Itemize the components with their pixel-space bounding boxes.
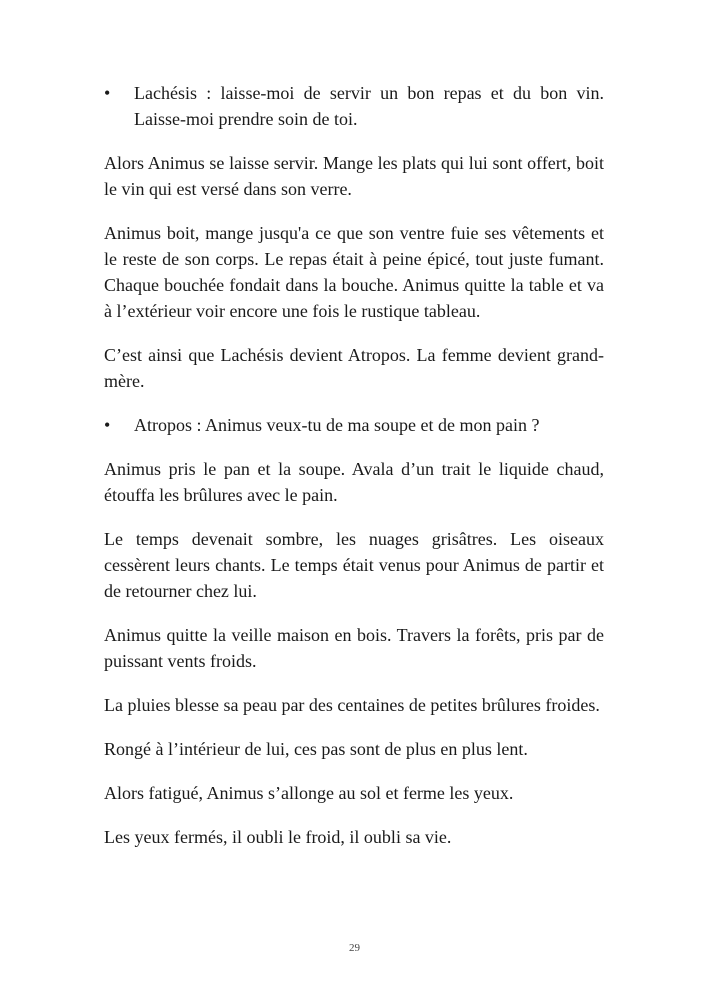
bullet-text: Atropos : Animus veux-tu de ma soupe et de mon pain ?	[134, 415, 540, 435]
paragraph: C’est ainsi que Lachésis devient Atropos. La femme devient grand-mère.	[104, 345, 604, 391]
bullet-text: Lachésis : laisse-moi de servir un bon repas et du bon vin. Laisse-moi prendre soin de toi.	[134, 83, 604, 129]
paragraph: Alors Animus se laisse servir. Mange les plats qui lui sont offert, boit le vin qui est versé dans son verre.	[104, 153, 604, 199]
bullet-marker: •	[104, 83, 111, 103]
paragraph: Alors fatigué, Animus s’allonge au sol et ferme les yeux.	[104, 783, 514, 803]
paragraph: La pluies blesse sa peau par des centaines de petites brûlures froides.	[104, 695, 600, 715]
bullet-item-atropos	[104, 412, 604, 438]
paragraph: Le temps devenait sombre, les nuages grisâtres. Les oiseaux cessèrent leurs chants. Le temps était venus pour Animus de partir et de retourner chez lui.	[104, 529, 604, 601]
paragraph: Animus boit, mange jusqu'a ce que son ventre fuie ses vêtements et le reste de son corps. Le repas était à peine épicé, tout juste fumant. Chaque bouchée fondait dans la bouche. Animus quitte la table et va à l’extérieur voir encore une fois le rustique tableau.	[104, 223, 604, 321]
page-number: 29	[349, 942, 360, 954]
bullet-marker: •	[104, 415, 111, 435]
paragraph: Rongé à l’intérieur de lui, ces pas sont de plus en plus lent.	[104, 739, 528, 759]
paragraph: Les yeux fermés, il oubli le froid, il oubli sa vie.	[104, 827, 452, 847]
page-body	[104, 80, 604, 868]
paragraph: Animus pris le pan et la soupe. Avala d’un trait le liquide chaud, étouffa les brûlures avec le pain.	[104, 459, 604, 505]
bullet-item-lachesis	[104, 80, 604, 132]
paragraph: Animus quitte la veille maison en bois. Travers la forêts, pris par de puissant vents froids.	[104, 625, 604, 671]
